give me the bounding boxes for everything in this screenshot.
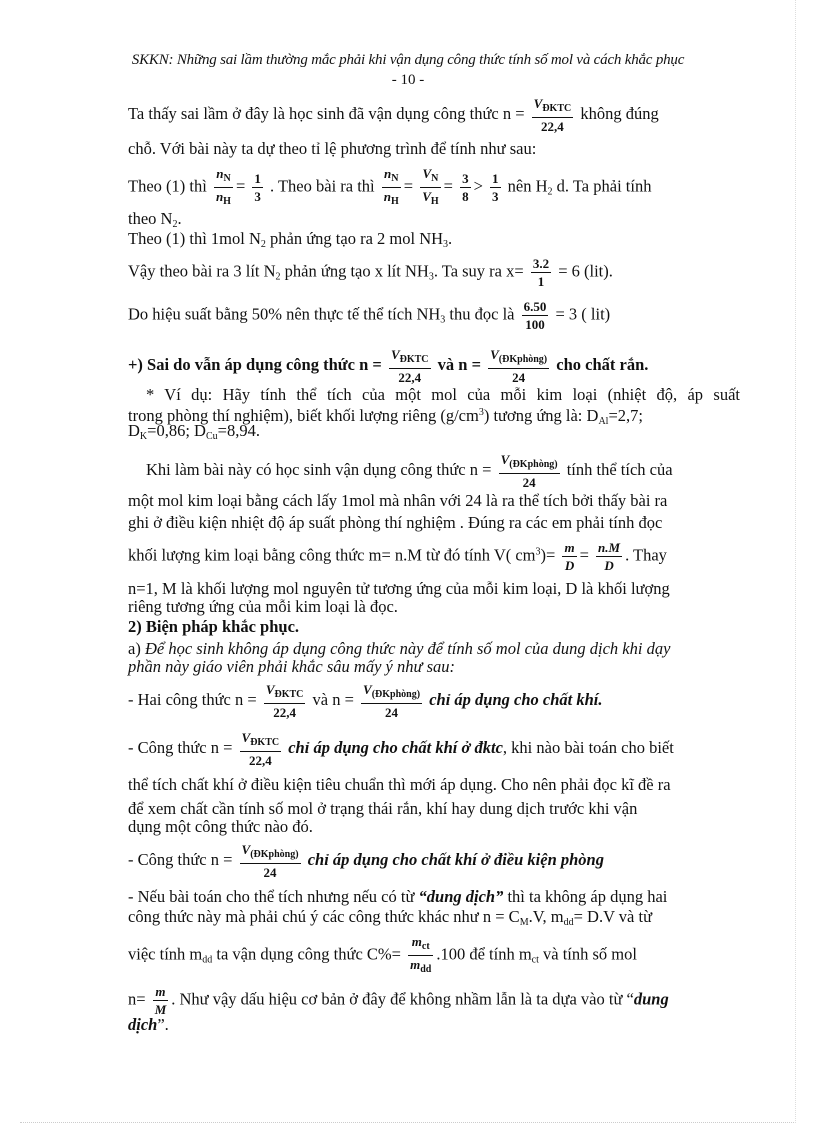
paragraph-line: công thức này mà phải chú ý các công thức khác như $n = C_M.V$, $m_{dd}= D.V$ và từ bbox=[128, 907, 653, 928]
page-number: - 10 - bbox=[391, 72, 425, 88]
paragraph-line: Theo (1) thì $\frac{n_N}{n_H}$ = $\frac{1}{3}$ . Theo bài ra thì $\frac{n_N}{n_H}$ = $\frac{V_N}{V_H}$ = $\frac{3}{8}$ > $\frac{1}{3}$ nên $H_2$ d. Ta phải tính bbox=[128, 166, 652, 207]
fraction-650-over-100: $\frac{6.50}{100}$ bbox=[523, 299, 547, 332]
paragraph-line: thể tích chất khí ở điều kiện tiêu chuẩn thì mới áp dụng. Cho nên phải đọc kĩ đề ra bbox=[128, 775, 671, 794]
paragraph-line: ghi ở điều kiện nhiệt độ áp suất phòng thí nghiệm . Đúng ra các em phải tính đọc bbox=[128, 513, 663, 532]
section-heading: +) Sai do vẫn áp dụng công thức n = $\frac{V_{ĐKTC}}{22,4}$ và n = $\frac{V_{(ĐKphòng)}}{24}$ cho chất rắn. bbox=[128, 347, 649, 385]
ratio-1-3-b: $\frac{1}{3}$ bbox=[492, 171, 499, 204]
paragraph-line: n= $\frac{m}{M}$ . Như vậy dấu hiệu cơ bản ở đây để không nhầm lẫn là ta dựa vào từ “dung bbox=[128, 984, 669, 1017]
paragraph-line: * Ví dụ: Hãy tính thể tích của một mol của mỗi kim loại (nhiệt độ, áp suất bbox=[146, 385, 740, 404]
text-run: . Theo bài ra thì bbox=[270, 176, 375, 196]
formula-n-vdktc-2: $\frac{V_{ĐKTC}}{22,4}$ bbox=[390, 347, 429, 385]
formula-n-vdktc-4: $\frac{V_{ĐKTC}}{22,4}$ bbox=[241, 730, 280, 768]
paragraph-line: - Hai công thức n = $\frac{V_{ĐKTC}}{22,4}$ và n = $\frac{V_{(ĐKphòng)}}{24}$ chỉ áp dụng cho chất khí. bbox=[128, 682, 603, 720]
paragraph-line: chỗ. Với bài này ta dự theo tỉ lệ phương trình để tính như sau: bbox=[128, 139, 537, 158]
formula-n-vdktc: $\frac{V_{ĐKTC}}{22,4}$ bbox=[533, 96, 572, 134]
paragraph-line: dụng một công thức nào đó. bbox=[128, 817, 313, 836]
paragraph-line: Theo (1) thì 1mol $N_2$ phản ứng tạo ra 2 mol $NH_3$. bbox=[128, 229, 453, 250]
paragraph-line: riêng tương ứng của mỗi kim loại là đọc. bbox=[128, 597, 398, 616]
paragraph-line: trong phòng thí nghiệm), biết khối lượng riêng $(g/cm^3)$ tương ứng là: $D_{Al}=2,7$; bbox=[128, 406, 643, 427]
section-heading: 2) Biện pháp khắc phục. bbox=[128, 617, 300, 636]
paragraph-line: Vậy theo bài ra 3 lít $N_2$ phản ứng tạo x lít $NH_3$. Ta suy ra x= $\frac{3.2}{1}$ = 6 (lit). bbox=[128, 256, 613, 289]
ratio-nM-D: $\frac{n.M}{D}$ bbox=[598, 540, 621, 573]
paragraph-line: Do hiệu suất bằng 50% nên thực tế thể tích $NH_3$ thu đọc là $\frac{6.50}{100}$ = 3 ( lit) bbox=[128, 299, 611, 332]
text-run: Theo (1) thì bbox=[128, 176, 207, 196]
ratio-nN-nH-2: $\frac{n_N}{n_H}$ bbox=[383, 166, 399, 207]
paragraph-line: một mol kim loại bằng cách lấy 1mol mà nhân với 24 là ra thể tích bởi thấy bài ra bbox=[128, 491, 668, 510]
fraction-3x2-over-1: $\frac{3.2}{1}$ bbox=[532, 256, 550, 289]
paragraph-line: dịch”. bbox=[128, 1015, 169, 1034]
formula-n-vdkp-3: $\frac{V_{(ĐKphòng)}}{24}$ bbox=[363, 682, 421, 720]
text-run: d. Ta phải tính bbox=[556, 176, 652, 196]
paragraph-line: Khi làm bài này có học sinh vận dụng công thức n = $\frac{V_{(ĐKphòng)}}{24}$ tính thể tích của bbox=[146, 452, 673, 490]
paragraph-line: a) Để học sinh không áp dụng công thức này để tính số mol của dung dịch khi dạy bbox=[128, 639, 671, 658]
ratio-nN-nH: $\frac{n_N}{n_H}$ bbox=[215, 166, 231, 207]
text-run: Ta thấy sai lầm ở đây là học sinh đã vận dụng công thức n = bbox=[128, 103, 525, 123]
ratio-1-3: $\frac{1}{3}$ bbox=[254, 171, 261, 204]
ratio-3-8: $\frac{3}{8}$ bbox=[462, 171, 469, 204]
page-header: SKKN: Những sai lầm thường mắc phải khi vận dụng công thức tính số mol và cách khắc phục bbox=[131, 52, 685, 68]
text-run: nên H bbox=[507, 176, 548, 196]
text-run: không đúng bbox=[580, 103, 659, 123]
paragraph-line: - Công thức n = $\frac{V_{ĐKTC}}{22,4}$ chỉ áp dụng cho chất khí ở đktc, khi nào bài toán cho biết bbox=[128, 730, 674, 768]
paragraph-line: - Công thức n = $\frac{V_{(ĐKphòng)}}{24}$ chỉ áp dụng cho chất khí ở điều kiện phòng bbox=[128, 842, 604, 880]
ratio-m-D: $\frac{m}{D}$ bbox=[564, 540, 575, 573]
paragraph-line: n=1, M là khối lượng mol nguyên tử tương ứng của mỗi kim loại, D là khối lượng bbox=[128, 579, 670, 598]
formula-n-vdktc-3: $\frac{V_{ĐKTC}}{22,4}$ bbox=[265, 682, 304, 720]
ratio-VN-VH: $\frac{V_N}{V_H}$ bbox=[422, 166, 439, 207]
formula-n-vdkp-2: $\frac{V_{(ĐKphòng)}}{24}$ bbox=[500, 452, 558, 490]
formula-n-vdkp: $\frac{V_{(ĐKphòng)}}{24}$ bbox=[490, 347, 548, 385]
paragraph-line: để xem chất cần tính số mol ở trạng thái rắn, khí hay dung dịch trước khi vận bbox=[128, 799, 638, 818]
paragraph-line: - Nếu bài toán cho thể tích nhưng nếu có từ “dung dịch” thì ta không áp dụng hai bbox=[128, 887, 668, 906]
formula-n-vdkp-4: $\frac{V_{(ĐKphòng)}}{24}$ bbox=[241, 842, 299, 880]
ratio-m-M: $\frac{m}{M}$ bbox=[154, 984, 167, 1017]
paragraph-line: khối lượng kim loại bằng công thức m= n.M từ đó tính V( $cm^3)=$ $\frac{m}{D}$ = $\frac{n.M}{D}$ . Thay bbox=[128, 540, 667, 573]
paragraph-line: phần này giáo viên phải khắc sâu mấy ý như sau: bbox=[128, 657, 456, 676]
page-right-border bbox=[795, 0, 796, 1123]
ratio-mct-mdd: $\frac{m_{ct}}{m_{dd}}$ bbox=[410, 934, 432, 975]
paragraph-line bbox=[128, 96, 740, 134]
paragraph-line: $D_K=0,86$; $D_{Cu}=8,94$. bbox=[128, 421, 260, 442]
paragraph-line: theo $N_2$. bbox=[128, 209, 182, 230]
paragraph-line: việc tính $m_{dd}$ ta vận dụng công thức C%= $\frac{m_{ct}}{m_{dd}}$ .100 để tính $m_{ct}$ và tính số mol bbox=[128, 934, 637, 975]
